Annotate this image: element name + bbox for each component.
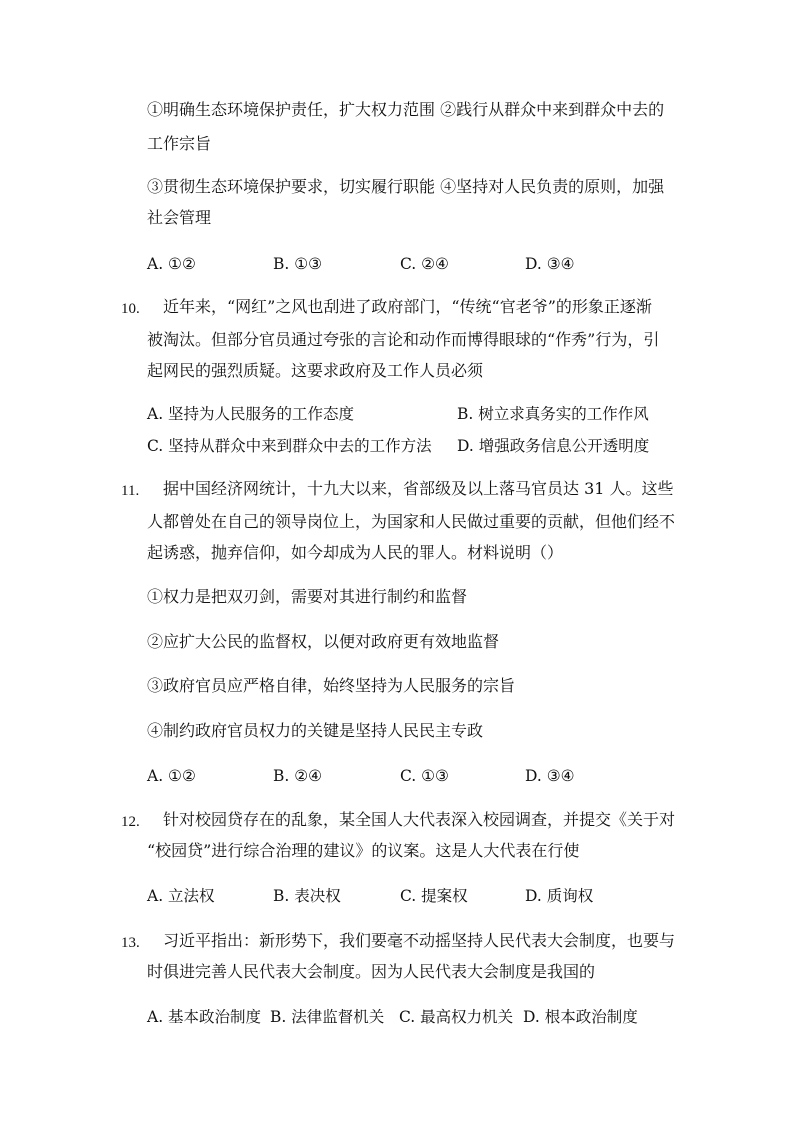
q10-number: 10. — [121, 301, 140, 317]
q10-option-d: D. 增强政务信息公开透明度 — [457, 437, 650, 455]
q9-option-c: C. ②④ — [400, 255, 449, 273]
q11-option-d: D. ③④ — [525, 767, 575, 785]
q11-stem-line-3: 起诱惑，抛弃信仰，如今却成为人民的罪人。材料说明（） — [147, 543, 564, 562]
q10-option-b: B. 树立求真务实的工作作风 — [457, 405, 649, 423]
q9-option-d: D. ③④ — [525, 255, 575, 273]
q10-option-a: A. 坚持为人民服务的工作态度 — [147, 405, 355, 423]
q9-option-a: A. ①② — [147, 255, 196, 273]
q13-option-d: D. 根本政治制度 — [523, 1008, 638, 1026]
q9-statement-line-3: ③贯彻生态环境保护要求，切实履行职能 ④坚持对人民负责的原则，加强 — [147, 177, 665, 196]
q12-option-b: B. 表决权 — [273, 887, 341, 905]
q11-number: 11. — [121, 483, 140, 499]
q11-statement-1: ①权力是把双刃剑，需要对其进行制约和监督 — [147, 587, 468, 606]
q12-option-d: D. 质询权 — [525, 887, 594, 905]
q11-option-a: A. ①② — [147, 767, 196, 785]
q13-option-b: B. 法律监督机关 — [270, 1008, 385, 1026]
q13-number: 13. — [121, 935, 140, 951]
q12-option-c: C. 提案权 — [400, 887, 468, 905]
q9-statement-line-1: ①明确生态环境保护责任，扩大权力范围 ②践行从群众中来到群众中去的 — [147, 100, 665, 119]
q11-option-b: B. ②④ — [273, 767, 323, 785]
q10-stem-line-3: 起网民的强烈质疑。这要求政府及工作人员必须 — [147, 361, 484, 380]
q13-stem-line-2: 时俱进完善人民代表大会制度。因为人民代表大会制度是我国的 — [147, 962, 596, 981]
q13-stem-line-1: 习近平指出：新形势下，我们要毫不动摇坚持人民代表大会制度，也要与 — [163, 931, 676, 950]
q11-statement-3: ③政府官员应严格自律，始终坚持为人民服务的宗旨 — [147, 676, 516, 695]
q10-stem-line-1: 近年来，“网红”之风也刮进了政府部门，“传统“官老爷”的形象正逐渐 — [163, 297, 652, 316]
q12-stem-line-2: “校园贷”进行综合治理的建议》的议案。这是人大代表在行使 — [147, 841, 580, 860]
q13-option-a: A. 基本政治制度 — [147, 1008, 262, 1026]
q10-option-c: C. 坚持从群众中来到群众中去的工作方法 — [147, 437, 432, 455]
q10-stem-line-2: 被淘汰。但部分官员通过夸张的言论和动作而博得眼球的“作秀”行为，引 — [147, 330, 660, 349]
q12-option-a: A. 立法权 — [147, 887, 215, 905]
q11-option-c: C. ①③ — [400, 767, 449, 785]
q9-statement-line-2: 工作宗旨 — [147, 134, 212, 153]
q9-statement-line-4: 社会管理 — [147, 208, 212, 227]
q11-stem-line-1: 据中国经济网统计，十九大以来，省部级及以上落马官员达 31 人。这些 — [163, 479, 674, 498]
q11-statement-2: ②应扩大公民的监督权，以便对政府更有效地监督 — [147, 632, 500, 651]
q12-stem-line-1: 针对校园贷存在的乱象，某全国人大代表深入校园调查，并提交《关于对 — [163, 810, 676, 829]
q13-option-c: C. 最高权力机关 — [399, 1008, 514, 1026]
q9-option-b: B. ①③ — [273, 255, 323, 273]
q11-statement-4: ④制约政府官员权力的关键是坚持人民民主专政 — [147, 721, 484, 740]
q11-stem-line-2: 人都曾处在自己的领导岗位上，为国家和人民做过重要的贡献，但他们经不 — [147, 512, 676, 531]
q12-number: 12. — [121, 814, 140, 830]
